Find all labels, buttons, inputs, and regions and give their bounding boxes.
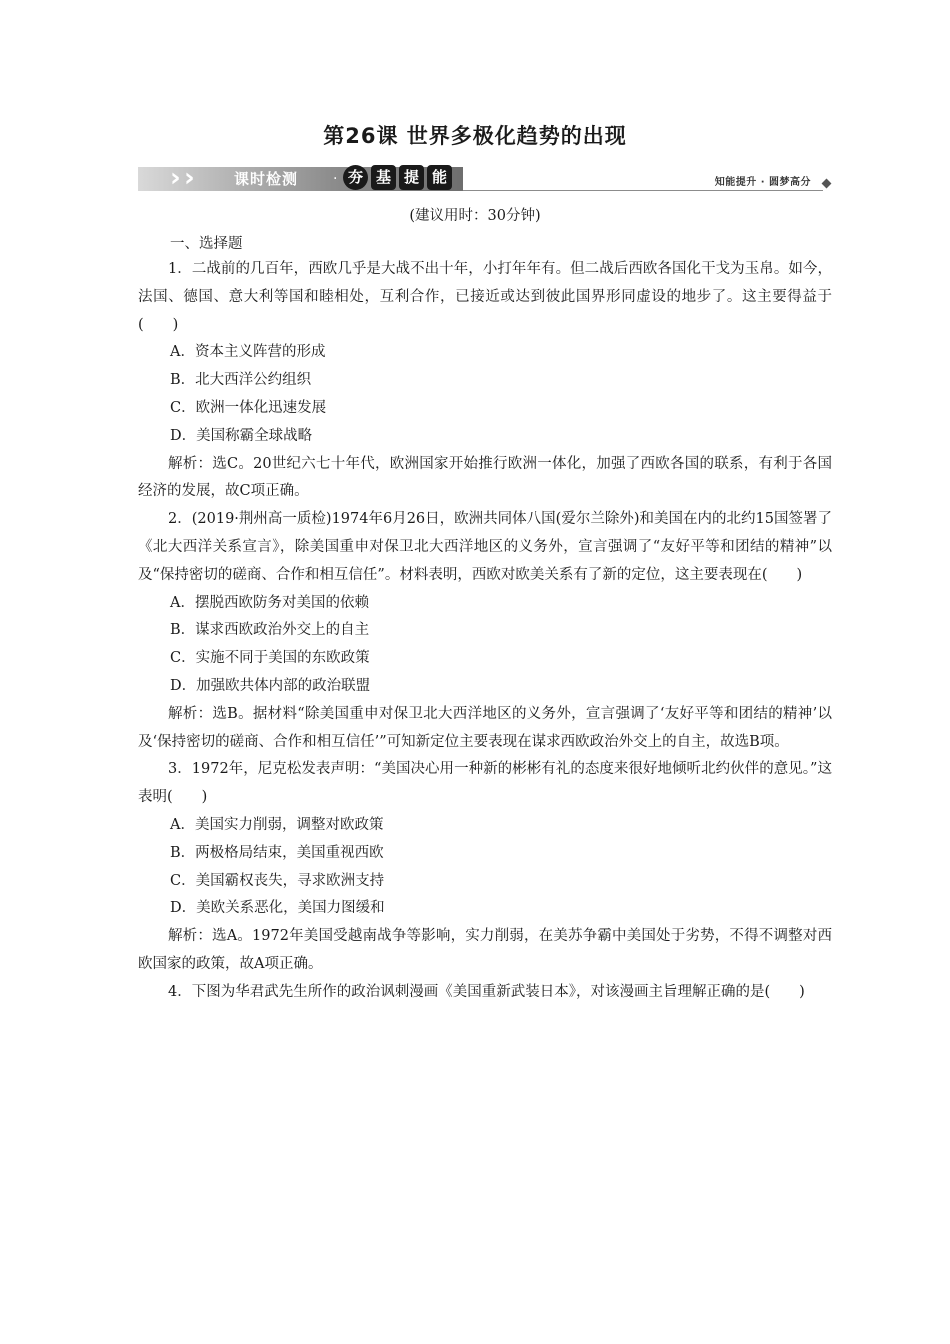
banner-label: 课时检测 (234, 170, 299, 188)
banner-slogan: 知能提升 · 圆梦高分 (714, 177, 811, 188)
chevron-right-icon: › (184, 163, 195, 193)
section-title: 一、选择题 (170, 236, 243, 252)
option-c: C．欧洲一体化迅速发展 (170, 399, 327, 416)
lesson-title: 第26课 世界多极化趋势的出现 (323, 124, 627, 148)
question-stem: 2．(2019·荆州高一质检)1974年6月26日，欧洲共同体八国(爱尔兰除外)和美国在内的北约15国签署了《北大西洋关系宣言》，除美国重申对保卫北大西洋地区的义务外，宣言强调了“友好平等和团结的精神”以及“保持密切的磋商、合作和相互信任”。材料表明，西欧对欧美关系有了新的定位，这主要表现在( ) (138, 511, 832, 583)
banner-badge: 能 (427, 165, 452, 190)
option-c: C．美国霸权丧失，寻求欧洲支持 (170, 872, 385, 889)
suggested-time: (建议用时：30分钟) (409, 208, 541, 224)
section-banner (138, 163, 833, 193)
question-stem: 1．二战前的几百年，西欧几乎是大战不出十年，小打年年有。但二战后西欧各国化干戈为玉帛。如今，法国、德国、意大利等国和睦相处，互利合作，已接近或达到彼此国界形同虚设的地步了。这主要得益于( ) (138, 261, 832, 333)
banner-badge: 夯 (343, 165, 368, 190)
option-a: A．美国实力削弱，调整对欧政策 (170, 816, 384, 833)
option-d: D．加强欧共体内部的政治联盟 (170, 677, 371, 694)
banner-divider (463, 190, 823, 191)
analysis: 解析：选B。据材料“除美国重申对保卫北大西洋地区的义务外，宣言强调了‘友好平等和团结的精神’以及‘保持密切的磋商、合作和相互信任’”可知新定位主要表现在谋求西欧政治外交上的自主，故选B项。 (138, 705, 832, 750)
option-b: B．北大西洋公约组织 (170, 372, 312, 389)
banner-dot: · (333, 171, 338, 187)
option-b: B．两极格局结束，美国重视西欧 (170, 844, 384, 861)
option-a: A．摆脱西欧防务对美国的依赖 (170, 594, 369, 611)
question-list (138, 256, 832, 1007)
option-a: A．资本主义阵营的形成 (170, 344, 326, 361)
option-d: D．美欧关系恶化，美国力图缓和 (170, 900, 385, 917)
banner-badge: 基 (371, 165, 396, 190)
banner-badge: 提 (399, 165, 424, 190)
chevron-right-icon: › (170, 163, 181, 193)
option-d: D．美国称霸全球战略 (170, 427, 313, 444)
question-stem: 3．1972年，尼克松发表声明：“美国决心用一种新的彬彬有礼的态度来很好地倾听北约伙伴的意见。”这表明( ) (138, 761, 832, 806)
analysis: 解析：选A。1972年美国受越南战争等影响，实力削弱，在美苏争霸中美国处于劣势，不得不调整对西欧国家的政策，故A项正确。 (138, 928, 832, 972)
question-stem: 4．下图为华君武先生所作的政治讽刺漫画《美国重新武装日本》，对该漫画主旨理解正确的是( ) (168, 983, 805, 1000)
option-c: C．实施不同于美国的东欧政策 (170, 650, 370, 667)
analysis: 解析：选C。20世纪六七十年代，欧洲国家开始推行欧洲一体化，加强了西欧各国的联系，有利于各国经济的发展，故C项正确。 (138, 455, 832, 500)
option-b: B．谋求西欧政治外交上的自主 (170, 622, 370, 639)
diamond-icon (822, 179, 832, 189)
